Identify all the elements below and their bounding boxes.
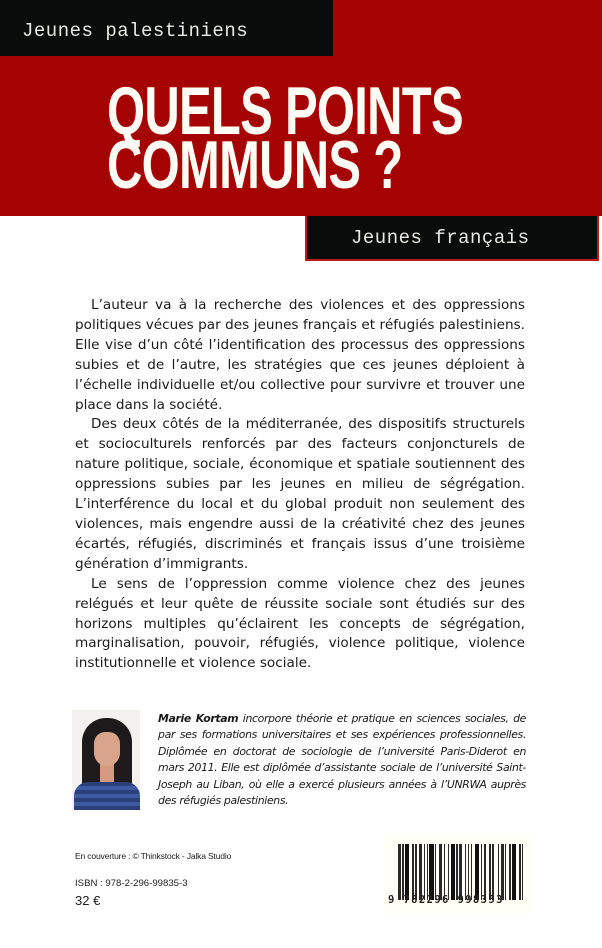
tag-bottom-label: Jeunes français	[351, 227, 530, 249]
author-photo-shirt	[74, 782, 140, 810]
title-line-2: COMMUNS ?	[107, 127, 403, 203]
author-name: Marie Kortam	[158, 712, 239, 725]
title-line-1: QUELS POINTS	[107, 73, 463, 149]
blurb-paragraph: L’auteur va à la recherche des violences et des oppressions politiques vécues par des jeunes français et réfugiés palestiniens. Elle vise d’un côté l’identification des processus des oppressions subies et de l’autre, les stratégies que ces jeunes déploient à l’échelle individuelle et/ou collective pour survivre et trouver une place dans la société.	[75, 297, 525, 413]
author-photo	[72, 710, 140, 810]
blurb-paragraph: Des deux côtés de la méditerranée, des dispositifs structurels et socioculturels renforcés par des facteurs conjoncturels de nature politique, sociale, économique et spatiale soutiennent des oppressions subies par les jeunes en milieu de ségrégation. L’interférence du local et du global produit non seulement des violences, mais engendre aussi de la créativité chez des jeunes écartés, réfugiés, discriminés et français issus d’une troisième génération d’immigrants.	[75, 416, 525, 572]
back-cover-blurb	[75, 296, 525, 674]
barcode-digits: 9 782296 998353	[388, 894, 504, 906]
tag-jeunes-palestiniens	[0, 0, 333, 56]
barcode-bar	[522, 844, 523, 900]
author-bio-text: incorpore théorie et pratique en sciences sociales, de par ses formations universitaires et ses expériences professionnelles. Diplômée en doctorat de sociologie de l’université Paris-Diderot en mars 2011. Elle est diplômée d’assistante sociale de l’université Saint-Joseph au Liban, où elle a exercé plusieurs années à l’UNRWA auprès des réfugiés palestiniens.	[158, 712, 526, 808]
author-photo-neck	[100, 764, 114, 784]
barcode-bars	[398, 844, 524, 900]
author-bio	[158, 711, 526, 809]
blurb-paragraph: Le sens de l’oppression comme violence chez des jeunes relégués et leur quête de réussite sociale sont étudiés sur des horizons multiples qu’éclairent les concepts de ségrégation, marginalisation, pouvoir, réfugiés, violence politique, violence institutionnelle et violence sociale.	[75, 575, 525, 672]
barcode	[384, 836, 532, 913]
author-photo-face	[94, 732, 120, 766]
isbn: ISBN : 978-2-296-99835-3	[75, 878, 188, 889]
price: 32 €	[75, 893, 101, 908]
tag-top-label: Jeunes palestiniens	[22, 20, 249, 42]
book-title	[107, 73, 502, 203]
cover-credit: En couverture : © Thinkstock - Jalka Studio	[75, 851, 232, 861]
tag-jeunes-francais	[305, 216, 599, 261]
